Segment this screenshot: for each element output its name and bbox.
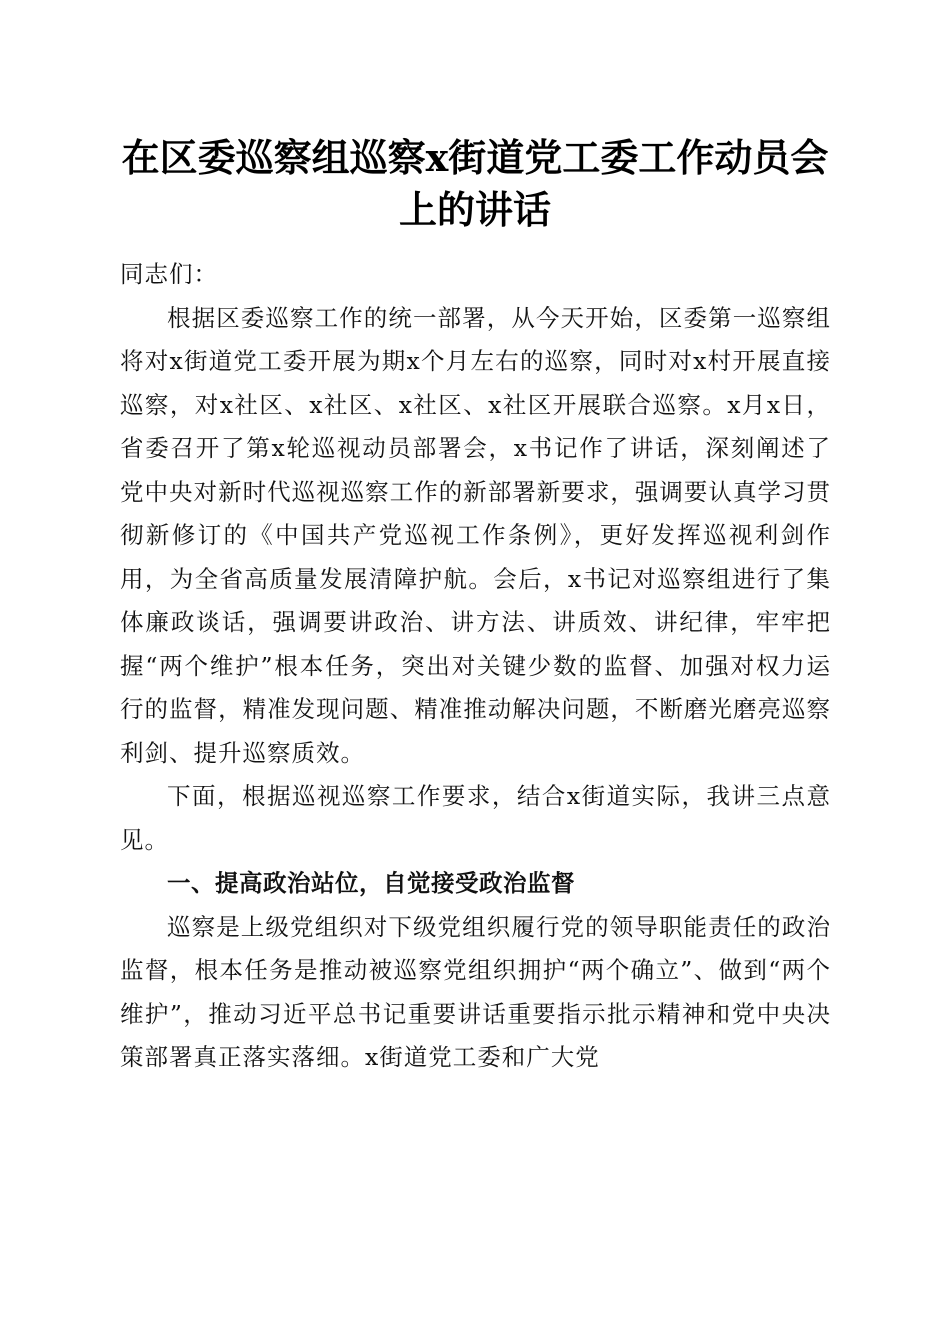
salutation: 同志们： — [120, 260, 218, 288]
document-title: 在区委巡察组巡察x街道党工委工作动员会上的讲话 — [121, 135, 829, 232]
paragraph-intro: 根据区委巡察工作的统一部署，从今天开始，区委第一巡察组将对x街道党工委开展为期x个月左右的巡察，同时对x村开展直接巡察，对x社区、x社区、x社区、x社区开展联合巡察。x月x日，省委召开了第x轮巡视动员部署会，x书记作了讲话，深刻阐述了党中央对新时代巡视巡察工作的新部署新要求，强调要认真学习贯彻新修订的《中国共产党巡视工作条例》，更好发挥巡视利剑作用，为全省高质量发展清障护航。会后，x书记对巡察组进行了集体廉政谈话，强调要讲政治、讲方法、讲质效、讲纪律，牢牢把握“两个维护”根本任务，突出对关键少数的监督、加强对权力运行的监督，精准发现问题、精准推动解决问题，不断磨光磨亮巡察利剑、提升巡察质效。 — [120, 303, 831, 767]
section-heading: 一、提高政治站位，自觉接受政治监督 — [167, 869, 575, 897]
section-paragraph: 巡察是上级党组织对下级党组织履行党的领导职能责任的政治监督，根本任务是推动被巡察党组织拥护“两个确立”、做到“两个维护”，推动习近平总书记重要讲话重要指示批示精神和党中央决策部署真正落实落细。x街道党工委和广大党 — [120, 912, 831, 1071]
paragraph-overview: 下面，根据巡视巡察工作要求，结合x街道实际，我讲三点意见。 — [120, 782, 831, 854]
document-body — [120, 253, 831, 1080]
